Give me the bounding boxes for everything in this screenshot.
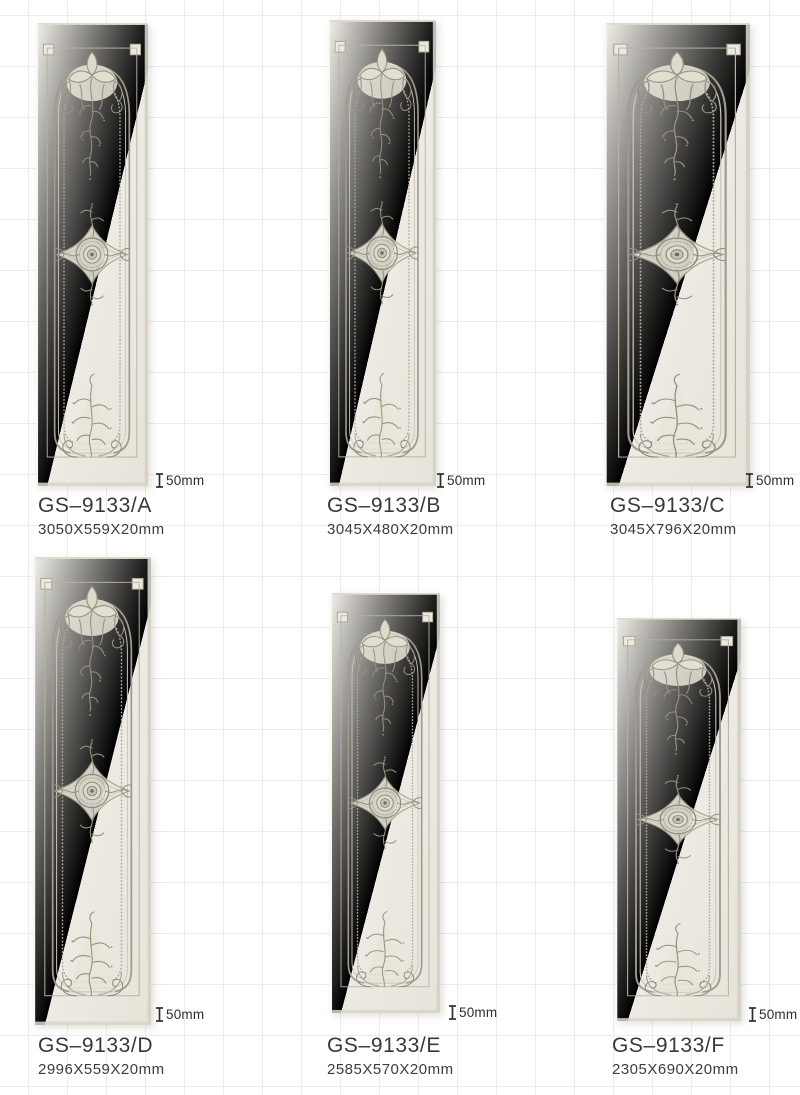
- measure-ibeam-icon: [748, 1006, 757, 1023]
- product-caption: [327, 1034, 454, 1079]
- measure-ibeam-icon: [448, 1004, 457, 1021]
- product-dimensions: 3045X796X20mm: [610, 521, 737, 538]
- panel-image-f: [615, 618, 741, 1021]
- measure-ibeam-icon: [155, 472, 164, 489]
- scale-marker: [748, 1006, 797, 1023]
- product-dimensions: 2585X570X20mm: [327, 1061, 454, 1078]
- panel-artwork: [604, 23, 750, 486]
- panel-image-b: [328, 20, 436, 486]
- panel-artwork: [33, 557, 151, 1025]
- panel-artwork: [615, 618, 741, 1021]
- panel-artwork: [328, 20, 436, 486]
- product-dimensions: 3045X480X20mm: [327, 521, 454, 538]
- panel-artwork: [330, 593, 440, 1013]
- product-code: GS–9133/B: [327, 494, 441, 517]
- panel-artwork: [36, 23, 148, 486]
- scale-label: 50mm: [459, 1005, 498, 1020]
- measure-ibeam-icon: [155, 1006, 164, 1023]
- product-caption: [38, 1034, 165, 1079]
- product-caption: [38, 494, 165, 539]
- scale-label: 50mm: [166, 1007, 205, 1022]
- scale-marker: [436, 472, 485, 489]
- product-code: GS–9133/A: [38, 494, 152, 517]
- panel-image-a: [36, 23, 148, 486]
- measure-ibeam-icon: [436, 472, 445, 489]
- scale-label: 50mm: [166, 473, 205, 488]
- panel-image-e: [330, 593, 440, 1013]
- scale-label: 50mm: [759, 1007, 798, 1022]
- panel-image-c: [604, 23, 750, 486]
- scale-label: 50mm: [756, 473, 795, 488]
- panel-image-d: [33, 557, 151, 1025]
- measure-ibeam-icon: [745, 472, 754, 489]
- scale-marker: [155, 1006, 204, 1023]
- product-caption: [612, 1034, 739, 1079]
- product-code: GS–9133/E: [327, 1034, 441, 1057]
- scale-marker: [448, 1004, 497, 1021]
- scale-marker: [155, 472, 204, 489]
- scale-label: 50mm: [447, 473, 486, 488]
- scale-marker: [745, 472, 794, 489]
- product-dimensions: 2996X559X20mm: [38, 1061, 165, 1078]
- product-code: GS–9133/D: [38, 1034, 154, 1057]
- product-caption: [327, 494, 454, 539]
- product-dimensions: 2305X690X20mm: [612, 1061, 739, 1078]
- product-code: GS–9133/F: [612, 1034, 725, 1057]
- product-caption: [610, 494, 737, 539]
- product-dimensions: 3050X559X20mm: [38, 521, 165, 538]
- product-code: GS–9133/C: [610, 494, 726, 517]
